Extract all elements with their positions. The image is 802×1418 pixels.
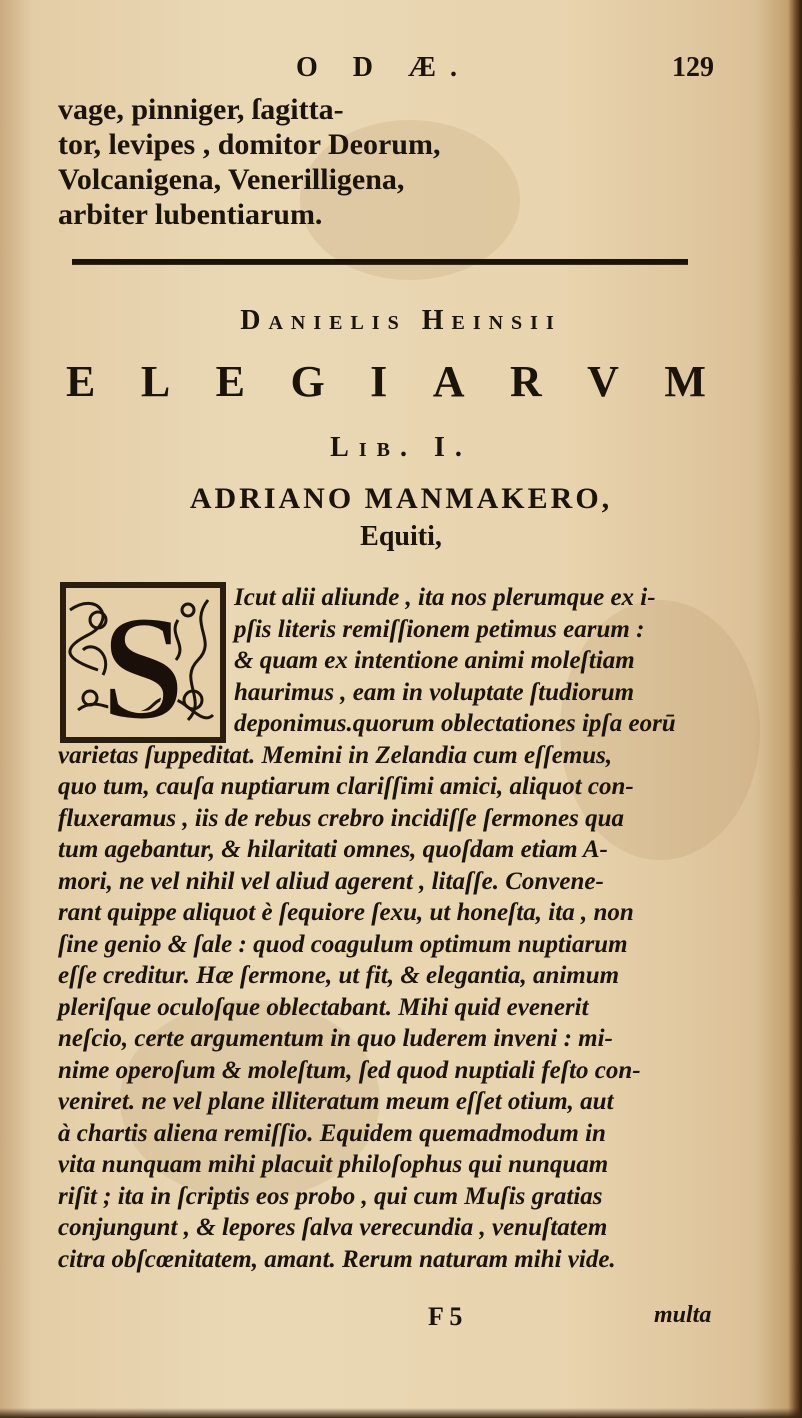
prose-line: Volcanigena, Venerilligena, xyxy=(58,163,405,196)
body-line: ſine genio & ſale : quod coagulum optimum nuptiarum xyxy=(58,930,628,958)
body-line: citra obſcœnitatem, amant. Rerum naturam mihi vide. xyxy=(58,1245,616,1273)
book-title-letter: A xyxy=(432,357,465,406)
body-line: pleriſque oculoſque oblectabant. Mihi quid evenerit xyxy=(58,993,589,1021)
body-line: eſſe creditur. Hæ ſermone, ut fit, & elegantia, animum xyxy=(58,962,620,989)
page-edge-shadow xyxy=(788,0,802,1418)
body-line: Icut alii aliunde , ita nos plerumque ex i- xyxy=(234,584,656,611)
book-title xyxy=(66,356,706,407)
body-line: fluxeramus , iis de rebus crebro incidiſſe ſermones qua xyxy=(58,804,624,832)
body-line: à chartis aliena remiſſio. Equidem quemadmodum in xyxy=(58,1119,606,1147)
signature-mark: F 5 xyxy=(428,1302,463,1331)
body-line: nime operoſum & moleſtum, ſed quod nuptiali feſto con- xyxy=(58,1056,641,1084)
body-line: & quam ex intentione animi moleſtiam xyxy=(234,647,635,674)
body-line: tum agebantur, & hilaritati omnes, quoſdam etiam A- xyxy=(58,836,608,863)
body-line: conjungunt , & lepores ſalva verecundia , venuſtatem xyxy=(58,1214,608,1241)
book-title-letter: V xyxy=(587,357,619,406)
body-line: haurimus , eam in voluptate ſtudiorum xyxy=(234,678,635,706)
body-line: quo tum, cauſa nuptiarum clariſſimi amici, aliquot con- xyxy=(58,773,634,800)
initial-letter: S xyxy=(101,585,185,745)
body-line: vita nunquam mihi placuit philoſophus qui nunquam xyxy=(58,1151,609,1178)
body-line: riſit ; ita in ſcriptis eos probo , qui cum Muſis gratias xyxy=(58,1182,603,1210)
book-title-letter: E xyxy=(66,357,96,406)
page-number: 129 xyxy=(672,52,714,83)
body-line: varietas ſuppeditat. Memini in Zelandia cum eſſemus, xyxy=(58,741,613,769)
book-title-letter: L xyxy=(140,357,171,406)
prose-line: tor, levipes , domitor Deorum, xyxy=(58,128,441,161)
body-line: mori, ne vel nihil vel aliud agerent , litaſſe. Convene- xyxy=(58,867,604,895)
body-line: rant quippe aliquot è ſequiore ſexu, ut honeſta, ita , non xyxy=(58,899,634,926)
body-line: deponimus.quorum oblectationes ipſa eorū xyxy=(234,710,676,737)
prose-line: vage, pinniger, ſagitta- xyxy=(58,93,344,126)
page-bottom-shadow xyxy=(0,1408,802,1418)
book-title-letter: I xyxy=(370,357,388,406)
dedication: ADRIANO MANMAKERO, xyxy=(189,482,613,515)
body-line: veniret. ne vel plane illiteratum meum eſſet otium, aut xyxy=(58,1088,614,1115)
body-text xyxy=(58,582,728,1275)
book-title-letter: R xyxy=(509,357,542,406)
book-title-letter: G xyxy=(290,357,325,406)
book-label: Lib. I. xyxy=(330,432,472,463)
book-title-letter: E xyxy=(215,357,245,406)
running-head xyxy=(0,52,802,88)
page-footer xyxy=(0,1302,802,1338)
prose-line: arbiter lubentiarum. xyxy=(58,198,323,231)
body-line: neſcio, certe argumentum in quo luderem inveni : mi- xyxy=(58,1025,613,1052)
section-rule xyxy=(72,259,688,265)
running-title: O D Æ. xyxy=(296,52,471,83)
dedication-sub: Equiti, xyxy=(360,521,442,552)
top-prose xyxy=(58,92,478,232)
author-heading: Danielis Heinsii xyxy=(240,305,562,336)
catchword: multa xyxy=(654,1302,712,1328)
book-title-letter: M xyxy=(664,357,706,406)
body-line: pſis literis remiſſionem petimus earum : xyxy=(234,615,645,643)
